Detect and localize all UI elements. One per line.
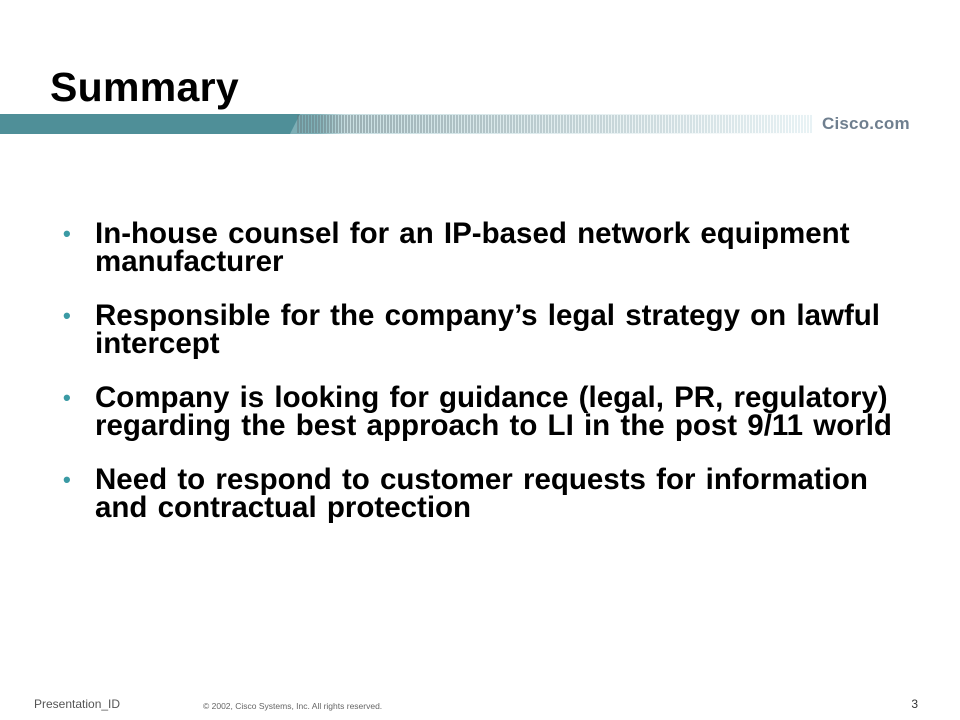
bullet-item <box>62 299 922 360</box>
bullet-icon: • <box>63 221 71 246</box>
bullet-list <box>62 217 922 548</box>
copyright-notice: © 2002, Cisco Systems, Inc. All rights reserved. <box>203 701 383 711</box>
bullet-icon: • <box>63 467 71 492</box>
bullet-item <box>62 381 922 442</box>
bullet-text: Responsible for the company’s legal strategy on lawful intercept <box>95 299 880 360</box>
page-number: 3 <box>911 697 918 711</box>
presentation-id: Presentation_ID <box>34 697 121 711</box>
cisco-logo: Cisco.com <box>822 114 910 133</box>
bullet-text: Need to respond to customer requests for information and contractual protection <box>95 463 868 524</box>
bullet-text: Company is looking for guidance (legal, PR, regulatory) regarding the best approach to LI in the post 9/11 world <box>95 381 892 442</box>
bullet-icon: • <box>63 385 71 410</box>
bullet-item <box>62 217 922 278</box>
slide-title: Summary <box>50 64 239 110</box>
bullet-icon: • <box>63 303 71 328</box>
bullet-item <box>62 463 922 524</box>
header-band <box>0 114 960 134</box>
bullet-text: In-house counsel for an IP-based network equipment manufacturer <box>95 217 850 278</box>
